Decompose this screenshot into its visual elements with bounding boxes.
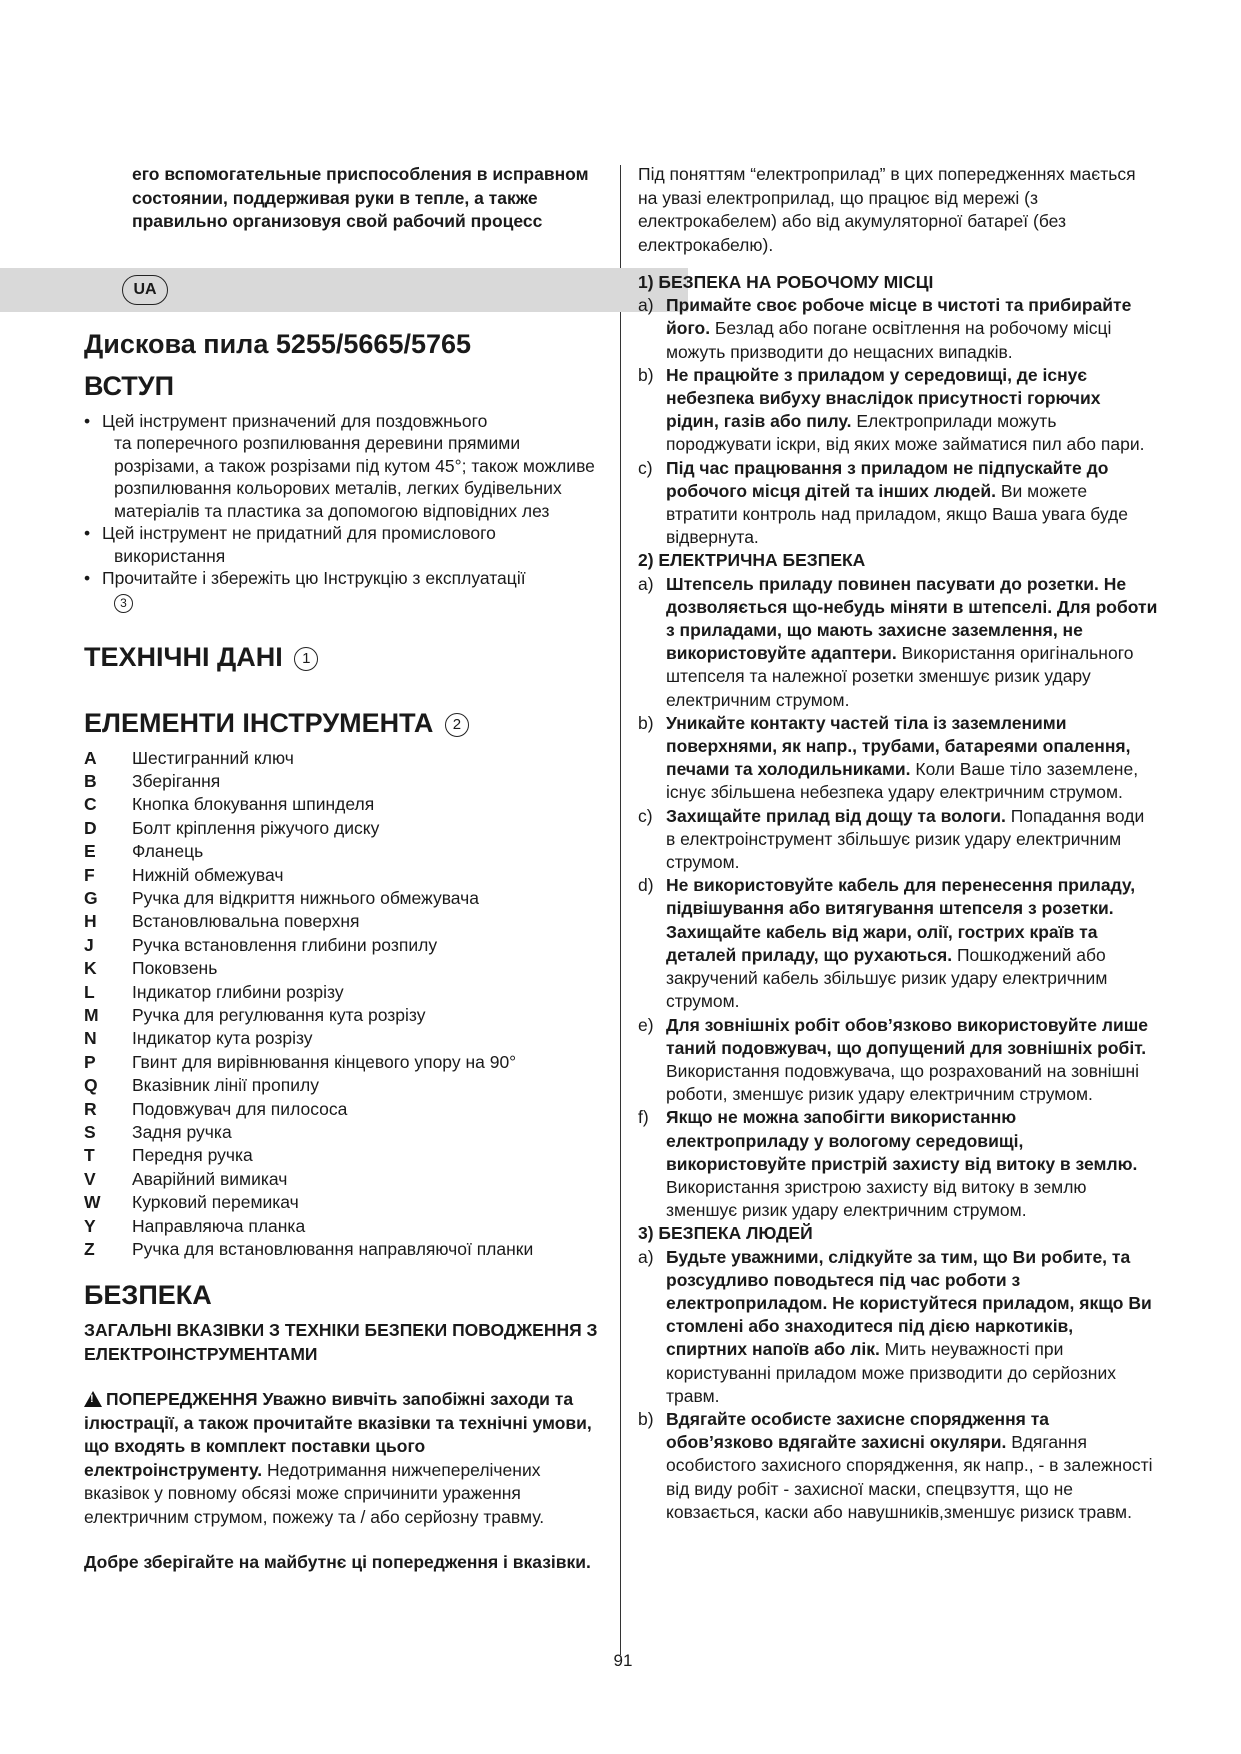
element-label: Ручка для регулювання кута розрізу <box>132 1004 426 1025</box>
item-label: b) <box>638 712 654 733</box>
element-label: Індикатор кута розрізу <box>132 1028 313 1049</box>
element-label: Ручка для відкриття нижнього обмежувача <box>132 887 480 908</box>
intro-heading: ВСТУП <box>84 370 174 401</box>
element-item <box>84 1074 604 1097</box>
element-item <box>84 887 604 910</box>
element-code: T <box>84 1145 95 1166</box>
section-item <box>638 457 1158 550</box>
element-label: Аварійний вимикач <box>132 1168 288 1189</box>
elements-heading: ЕЛЕМЕНТИ ІНСТРУМЕНТА 2 <box>84 705 604 741</box>
section-item <box>638 712 1158 805</box>
item-normal-text: Вдягання особистого захисного спорядження, як напр., - в залежності від виду робіт - захисної маски, спецвзуття, що не ковзається, каски або навушників,зменшує ризиск травм. <box>666 1432 1153 1522</box>
figure-ref-3: 3 <box>114 594 133 613</box>
item-text <box>666 874 1158 1013</box>
element-item <box>84 747 604 770</box>
item-text <box>666 712 1158 805</box>
item-text <box>666 457 1158 550</box>
item-text <box>666 573 1158 712</box>
section-item <box>638 294 1158 364</box>
safety-subheading: ЗАГАЛЬНІ ВКАЗІВКИ З ТЕХНІКИ БЕЗПЕКИ ПОВОДЖЕННЯ З ЕЛЕКТРОІНСТРУМЕНТАМИ <box>84 1320 598 1364</box>
figure-ref-2: 2 <box>445 713 469 737</box>
element-code: K <box>84 958 97 979</box>
section-item <box>638 805 1158 875</box>
section-item <box>638 1408 1158 1524</box>
section-item <box>638 1246 1158 1408</box>
item-bold-text: Вдягайте особисте захисне спорядження та обов’язково вдягайте захисні окуляри. <box>666 1408 1050 1453</box>
right-column <box>638 163 1158 1524</box>
item-bold-text: Примайте своє робоче місце в чистоті та прибирайте його. <box>666 295 1132 339</box>
element-item <box>84 864 604 887</box>
item-bold-text: Штепсель приладу повинен пасувати до розетки. Не дозволяється що-небудь міняти в штепселі. Для роботи з приладами, що мають захисне заземлення, не використовуйте адаптери. <box>666 573 1158 664</box>
section-title: 3) БЕЗПЕКА ЛЮДЕЙ <box>638 1223 813 1244</box>
item-bold-text: Якщо не можна запобігти використанню електроприладу у вологому середовищі, використовуйте пристрій захисту від витоку в землю. <box>666 1107 1138 1174</box>
item-label: b) <box>638 1408 654 1429</box>
item-text <box>666 1014 1158 1107</box>
element-code: H <box>84 911 97 932</box>
item-normal-text: Коли Ваше тіло заземлене, існує збільшена небезпека удару електричним струмом. <box>666 759 1139 803</box>
language-band <box>0 268 688 312</box>
item-normal-text: Електроприлади можуть породжувати іскри, від яких може займатися пил або пари. <box>666 411 1145 455</box>
element-code: Z <box>84 1239 95 1260</box>
element-label: Шестигранний ключ <box>132 747 294 768</box>
element-code: E <box>84 841 96 862</box>
element-code: A <box>84 747 97 768</box>
element-label: Встановлювальна поверхня <box>132 911 360 932</box>
item-text <box>666 1246 1158 1408</box>
item-bold-text: Захищайте прилад від дощу та вологи. <box>666 805 1006 826</box>
item-bold-text: Для зовнішніх робіт обов’язково використовуйте лише таний подовжувач, що допущений для зовнішніх робіт. <box>666 1014 1149 1058</box>
element-code: L <box>84 981 95 1002</box>
item-label: e) <box>638 1014 654 1035</box>
element-item <box>84 957 604 980</box>
section-item <box>638 1014 1158 1107</box>
element-code: Q <box>84 1075 98 1096</box>
element-code: S <box>84 1122 96 1142</box>
element-item <box>84 793 604 816</box>
item-label: a) <box>638 295 654 316</box>
right-intro: Під поняттям “електроприлад” в цих попередженнях мається на увазі електроприлад, що працює від мережі (з електрокабелем) або від акумуляторної батареї (без електрокабелю). <box>638 164 1136 255</box>
elements-list <box>84 747 604 1262</box>
section-item <box>638 1106 1158 1222</box>
element-item <box>84 817 604 840</box>
element-item <box>84 1238 604 1261</box>
element-code: D <box>84 817 97 838</box>
element-label: Задня ручка <box>132 1122 232 1142</box>
item-bold-text: Не працюйте з приладом у середовищі, де існує небезпека вибуху внаслідок присутності горючих рідин, газів або пилу. <box>666 364 1101 432</box>
item-label: a) <box>638 573 654 594</box>
section-title: 2) ЕЛЕКТРИЧНА БЕЗПЕКА <box>638 550 866 571</box>
element-item <box>84 1027 604 1050</box>
intro-bullet: • Прочитайте і збережіть цю Інструкцію з експлуатації 3 <box>84 567 604 613</box>
element-label: Вказівник лінії пропилу <box>132 1075 319 1096</box>
element-code: P <box>84 1051 96 1072</box>
intro-bullets <box>84 410 604 613</box>
element-label: Гвинт для вирівнювання кінцевого упору на 90° <box>132 1051 517 1072</box>
item-normal-text: Ви можете втратити контроль над приладом, якщо Ваша увага буде відвернута. <box>666 480 1128 548</box>
item-normal-text: Пошкоджений або закручений кабель збільшує ризик удару електричним струмом. <box>666 944 1108 1012</box>
item-text <box>666 805 1158 875</box>
left-column <box>84 163 604 1575</box>
keep-instructions: Добре зберігайте на майбутнє ці попередження і вказівки. <box>84 1552 591 1573</box>
element-item <box>84 770 604 793</box>
item-bold-text: Будьте уважними, слідкуйте за тим, що Ви робите, та розсудливо поводьтеся під час роботи з електроприладом. Не користуйтеся приладом, якщо Ви стомлені або знаходитеся під дією наркотиків, спиртних напоїв або лік. <box>666 1246 1152 1360</box>
item-text <box>666 294 1158 364</box>
element-label: Передня ручка <box>132 1145 253 1166</box>
element-code: M <box>84 1004 99 1025</box>
intro-bullet: • Цей інструмент призначений для поздовжнього та поперечного розпилювання деревини прямими розрізами, а також розрізами під кутом 45°; також можливе розпилювання кольорових металів, легких будівельних матеріалів та пластика за допомогою відповідних лез <box>84 410 604 523</box>
element-label: Нижній обмежувач <box>132 864 284 885</box>
element-item <box>84 1098 604 1121</box>
item-label: b) <box>638 364 654 385</box>
element-code: B <box>84 770 97 791</box>
element-label: Фланець <box>132 841 204 862</box>
element-item <box>84 1144 604 1167</box>
element-item <box>84 1051 604 1074</box>
element-code: R <box>84 1098 97 1119</box>
item-label: c) <box>638 457 653 478</box>
element-code: N <box>84 1028 97 1049</box>
item-normal-text: Використання зристрою захисту від витоку в землю зменшує ризик удару електричним струмом. <box>666 1176 1087 1221</box>
element-item <box>84 1168 604 1191</box>
item-bold-text: Під час працювання з приладом не підпускайте до робочого місця дітей та інших людей. <box>666 457 1109 501</box>
tech-data-heading: ТЕХНІЧНІ ДАНІ 1 <box>84 639 604 675</box>
element-label: Поковзень <box>132 958 218 979</box>
item-bold-text: Не використовуйте кабель для перенесення приладу, підвішування або витягування штепселя з розетки. Захищайте кабель від жари, олії, гострих країв та деталей приладу, що рухаються. <box>666 875 1136 965</box>
element-label: Індикатор глибини розрізу <box>132 981 344 1002</box>
element-code: F <box>84 864 95 885</box>
item-normal-text: Використання оригінального штепселя та належної розетки зменшує ризик удару електричним струмом. <box>666 643 1134 710</box>
item-normal-text: Використання подовжувача, що розрахований на зовнішні роботи, зменшує ризик удару електричним струмом. <box>666 1060 1140 1105</box>
element-item <box>84 1004 604 1027</box>
item-text <box>666 364 1158 457</box>
element-item <box>84 1191 604 1214</box>
item-label: a) <box>638 1246 654 1267</box>
element-code: V <box>84 1168 96 1189</box>
item-label: f) <box>638 1107 649 1128</box>
element-label: Ручка встановлення глибини розпилу <box>132 934 438 955</box>
element-code: J <box>84 934 94 955</box>
page-number: 91 <box>613 1651 633 1670</box>
element-label: Зберігання <box>132 770 221 791</box>
language-badge: UA <box>122 275 168 305</box>
section-item <box>638 364 1158 457</box>
safety-heading: БЕЗПЕКА <box>84 1280 212 1311</box>
element-label: Подовжувач для пилососа <box>132 1098 348 1119</box>
element-item <box>84 910 604 933</box>
element-code: C <box>84 794 97 815</box>
element-item <box>84 981 604 1004</box>
element-item <box>84 840 604 863</box>
item-label: d) <box>638 875 654 896</box>
item-bold-text: Уникайте контакту частей тіла із заземленими поверхнями, як напр., трубами, батареями опалення, печами та холодильниками. <box>666 712 1131 780</box>
element-label: Ручка для встановлювання направляючої планки <box>132 1239 534 1260</box>
element-code: W <box>84 1192 101 1213</box>
safety-warning: !ПОПЕРЕДЖЕННЯ Уважно вивчіть запобіжні заходи та ілюстрації, а також прочитайте вказівки та технічні умови, що входять в комплект поставки цього електроінструменту. Недотримання нижчеперелічених вказівок у повному обсязі може спричинити ураження електричним струмом, пожежу та / або серйозну травму. <box>84 1388 604 1529</box>
element-label: Направляюча планка <box>132 1215 306 1236</box>
warning-icon <box>84 1391 102 1407</box>
item-label: c) <box>638 805 653 826</box>
element-item <box>84 1121 604 1144</box>
intro-continuation: его вспомогательные приспособления в исправном состоянии, поддерживая руки в тепле, а также правильно организовуя свой рабочий процесс <box>132 164 589 231</box>
element-label: Болт кріплення ріжучого диску <box>132 817 380 838</box>
item-normal-text: Мить неуважності при користуванні приладом може призводити до серйозних травм. <box>666 1339 1116 1406</box>
element-code: G <box>84 887 98 908</box>
element-code: Y <box>84 1215 96 1236</box>
section-item <box>638 874 1158 1013</box>
safety-sections <box>638 271 1158 1524</box>
document-title: Дискова пила 5255/5665/5765 <box>84 328 472 359</box>
element-item <box>84 934 604 957</box>
item-normal-text: Безлад або погане освітлення на робочому місці можуть призводити до нещасних випадків. <box>666 318 1112 362</box>
item-normal-text: Попадання води в електроінструмент збільшує ризик удару електричним струмом. <box>666 805 1145 873</box>
section-item <box>638 573 1158 712</box>
intro-bullet: • Цей інструмент не придатний для промислового використання <box>84 522 604 567</box>
figure-ref-1: 1 <box>294 647 318 671</box>
column-divider <box>620 165 621 1655</box>
element-label: Курковий перемикач <box>132 1192 299 1213</box>
item-text <box>666 1408 1158 1524</box>
element-label: Кнопка блокування шпинделя <box>132 794 375 815</box>
section-title: 1) БЕЗПЕКА НА РОБОЧОМУ МІСЦІ <box>638 272 934 292</box>
element-item <box>84 1215 604 1238</box>
item-text <box>666 1106 1158 1222</box>
